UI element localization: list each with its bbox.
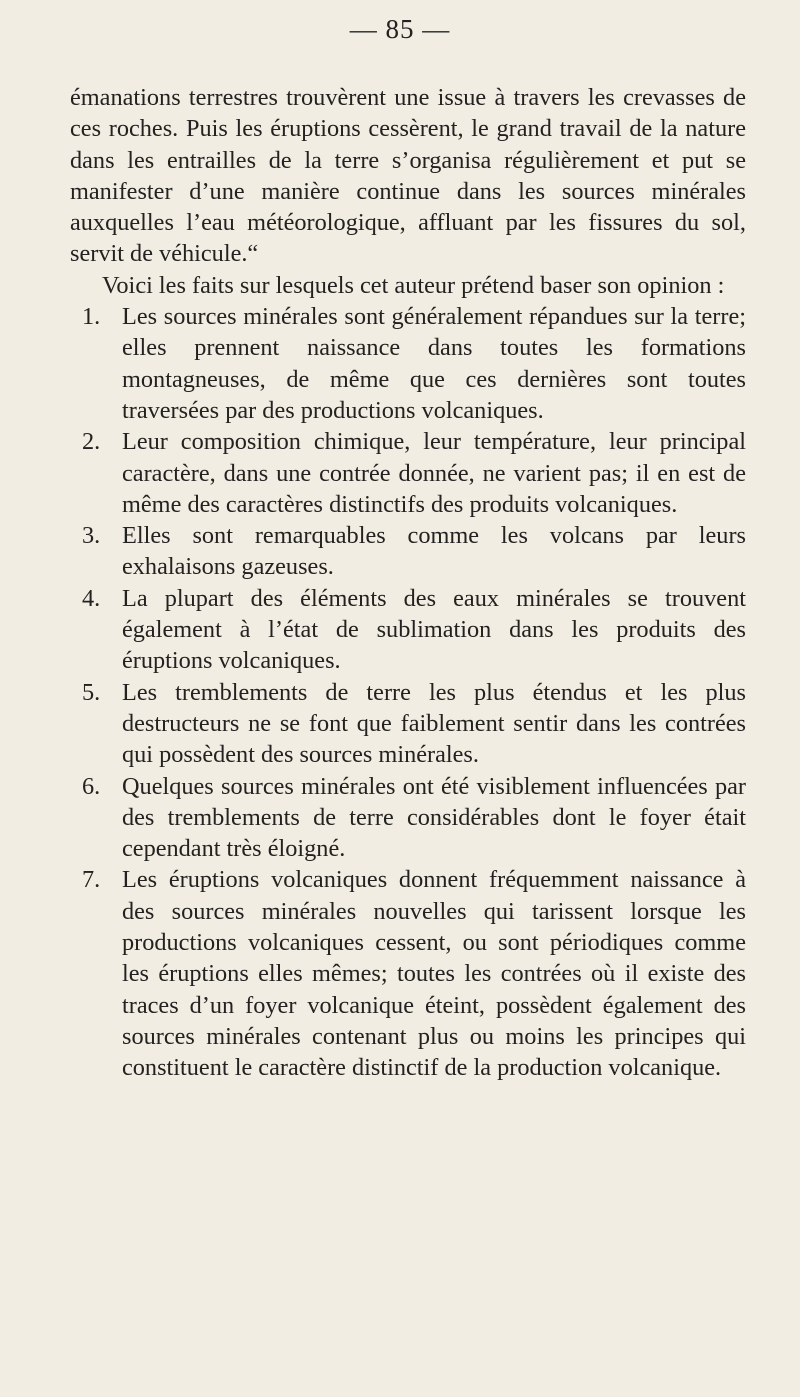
list-item (70, 583, 746, 677)
list-item (70, 677, 746, 771)
item-number: 3. (82, 522, 101, 550)
item-number: 2. (82, 428, 101, 456)
item-number: 1. (82, 303, 101, 331)
list-item (70, 426, 746, 520)
item-text: La plupart des éléments des eaux minérales se trouvent également à l’état de sublimation dans les produits des éruptions volcaniques. (122, 584, 746, 675)
item-number: 6. (82, 772, 101, 800)
paragraph-intro: émanations terrestres trouvèrent une issue à travers les crevasses de ces roches. Puis les éruptions cessèrent, le grand travail de la nature dans les entrailles de la terre s’organisa régulièrement et put se manifester d’une manière continue dans les sources minérales auxquelles l’eau météorologique, affluant par les fissures du sol, servit de véhicule.“ (70, 84, 746, 268)
list-item (70, 771, 746, 865)
paragraph-opinion: Voici les faits sur lesquels cet auteur prétend baser son opinion : (102, 271, 725, 299)
item-text: Les tremblements de terre les plus étendus et les plus destructeurs ne se font que faiblement sentir dans les contrées qui possèdent des sources minérales. (122, 678, 746, 769)
item-text: Elles sont remarquables comme les volcans par leurs exhalaisons gazeuses. (122, 522, 746, 581)
item-text: Les sources minérales sont généralement répandues sur la terre; elles prennent naissance dans toutes les formations montagneuses, de même que ces dernières sont toutes traversées par des productions volcaniques. (122, 303, 746, 424)
facts-list (70, 301, 746, 1083)
list-item (70, 520, 746, 583)
body-text (70, 82, 746, 1084)
item-number: 5. (82, 678, 101, 706)
page-number: — 85 — (349, 14, 451, 44)
item-text: Les éruptions volcaniques donnent fréquemment naissance à des sources minérales nouvelles qui tarissent lorsque les productions volcaniques cessent, ou sont périodiques comme les éruptions elles mêmes; toutes les contrées où il existe des traces d’un foyer volcanique éteint, possèdent également des sources minérales contenant plus ou moins les principes qui constituent le caractère distinctif de la production volcanique. (122, 866, 746, 1082)
item-number: 7. (82, 866, 101, 894)
item-number: 4. (82, 584, 101, 612)
item-text: Leur composition chimique, leur température, leur principal caractère, dans une contrée donnée, ne varient pas; il en est de même des caractères distinctifs des produits volcaniques. (122, 428, 746, 518)
list-item (70, 864, 746, 1083)
item-text: Quelques sources minérales ont été visiblement influencées par des tremblements de terre considérables dont le foyer était cependant très éloigné. (122, 772, 746, 863)
list-item (70, 301, 746, 426)
